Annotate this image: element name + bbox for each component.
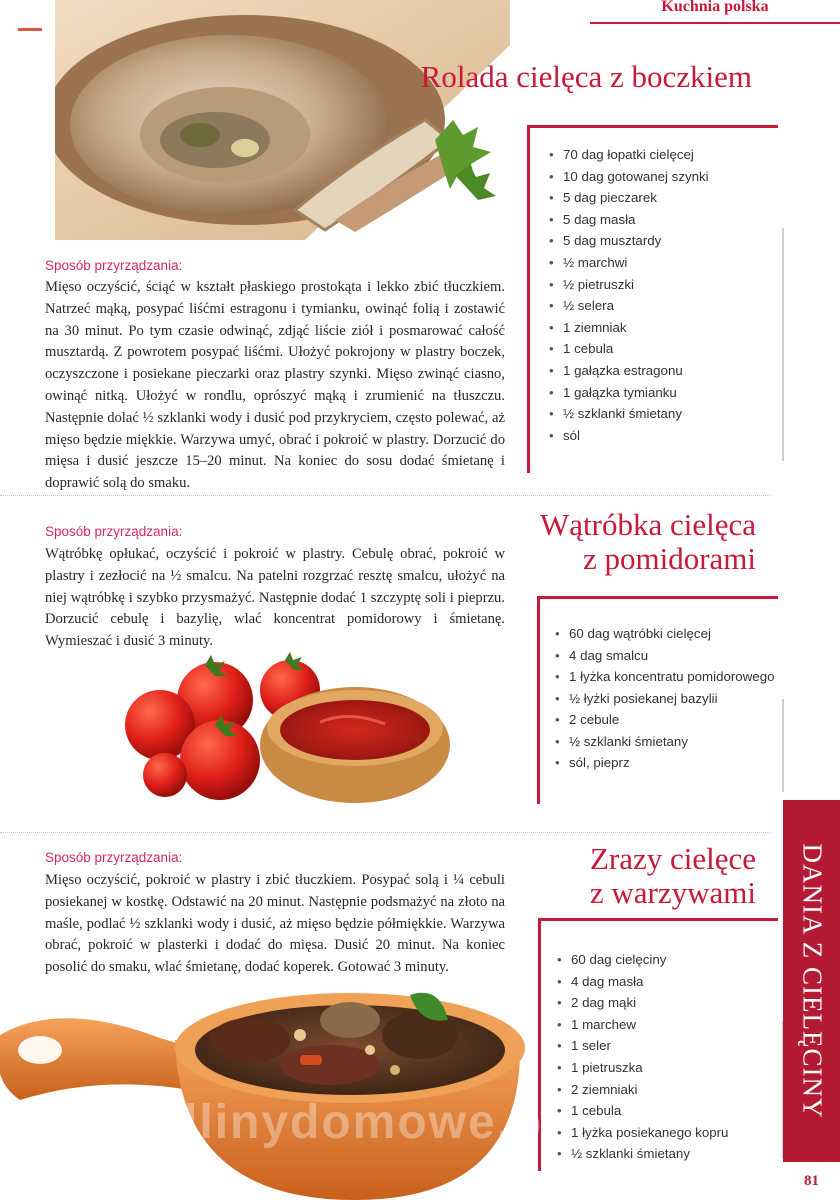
recipe-1-method-label: Sposób przyrządzania: xyxy=(45,258,183,273)
ingredient-item: • ½ marchwi xyxy=(549,252,774,274)
ingredient-item: • 60 dag cielęciny xyxy=(557,949,777,971)
ingredient-item: • 5 dag masła xyxy=(549,209,774,231)
ingredient-item: • ½ szklanki śmietany xyxy=(549,403,774,425)
recipe-3-ingredients-box xyxy=(538,918,778,1171)
ingredient-item: • 10 dag gotowanej szynki xyxy=(549,166,774,188)
recipe-divider xyxy=(0,832,770,833)
chapter-side-tab xyxy=(783,800,840,1162)
recipe-divider xyxy=(0,495,770,496)
ingredient-item: • 5 dag pieczarek xyxy=(549,187,774,209)
ingredient-item: • 1 gałązka estragonu xyxy=(549,360,774,382)
recipe-1-method-text: Mięso oczyścić, ściąć w kształt płaskiego prostokąta i lekko zbić tłuczkiem. Natrzeć mąką, posypać liśćmi estragonu i tymianku, owinąć folią i zostawić na 30 minut. Po tym czasie odwinąć, zdjąć liście ziół i posmarować całość musztardą. Z powrotem posypać liśćmi. Ułożyć pokrojony w plastry boczek, oczyszczone i posiekane pieczarki oraz plastry szynki. Mięso zwinąć ciasno, owinąć nitką. Ułożyć w rondlu, oprószyć mąką i zrumienić na tłuszczu. Następnie dolać ½ szklanki wody i dusić pod przykryciem, często polewać, aż mięso będzie miękkie. Warzywa umyć, obrać i pokroić w plastry. Dorzucić do mięsa i dusić jeszcze 15–20 minut. Na koniec do sosu dodać śmietanę i doprawić solą do smaku. xyxy=(45,279,505,492)
ingredient-item: • 5 dag musztardy xyxy=(549,230,774,252)
recipe-2-method-text: Wątróbkę opłukać, oczyścić i pokroić w plastry. Cebulę obrać, pokroić w plastry i zezłocić na ½ smalcu. Na patelni rozgrzać resztę smalcu, ułożyć na niej wątróbkę i szybko przysmażyć. Następnie dodać 1 szczyptę soli i pieprzu. Dorzucić cebulę i bazylię, wlać koncentrat pomidorowy i śmietanę. Wymieszać i dusić 3 minuty. xyxy=(45,546,505,650)
chapter-side-label: DANIA Z CIELĘCINY xyxy=(797,843,827,1119)
watermark: wedlinydomowe.pl xyxy=(100,1096,559,1149)
recipe-3-title-line1: Zrazy cielęce xyxy=(589,841,756,876)
ingredient-item: • 1 ziemniak xyxy=(549,317,774,339)
ingredient-item: • 1 seler xyxy=(557,1035,777,1057)
ingredient-item: • 1 pietruszka xyxy=(557,1057,777,1079)
ingredient-item: • ½ szklanki śmietany xyxy=(555,733,775,752)
section-header: Kuchnia polska xyxy=(590,0,840,24)
recipe-2-title-line2: z pomidorami xyxy=(582,541,756,576)
ingredient-item: • 4 dag masła xyxy=(557,971,777,993)
recipe-1-ingredients-box xyxy=(527,125,778,473)
page-number: 81 xyxy=(783,1162,840,1200)
ingredient-item: • 4 dag smalcu xyxy=(555,647,775,666)
ingredient-item: • 60 dag wątróbki cielęcej xyxy=(555,625,775,644)
tomatoes-photo xyxy=(120,650,460,810)
recipe-3-method-label: Sposób przyrządzania: xyxy=(45,850,183,865)
recipe-2-ingredients-list xyxy=(555,625,775,776)
ingredient-item: • 1 cebula xyxy=(557,1100,777,1122)
recipe-3-title-line2: z warzywami xyxy=(589,875,756,910)
recipe-3-ingredients-list xyxy=(557,949,777,1165)
ingredient-item: • ½ szklanki śmietany xyxy=(557,1143,777,1165)
recipe-1-title: Rolada cielęca z boczkiem xyxy=(420,59,752,94)
recipe-2-title-line1: Wątróbka cielęca xyxy=(540,507,756,542)
recipe-1-ingredients-list xyxy=(549,144,774,446)
ingredient-item: • 2 cebule xyxy=(555,711,775,730)
ingredient-item: • 1 marchew xyxy=(557,1014,777,1036)
veal-roulade-photo xyxy=(55,0,510,240)
veal-stew-photo xyxy=(0,980,530,1200)
recipe-2-method-label: Sposób przyrządzania: xyxy=(45,524,183,539)
corner-accent xyxy=(18,28,42,31)
ingredient-item: • 70 dag łopatki cielęcej xyxy=(549,144,774,166)
ingredient-item: • 1 łyżka koncentratu pomidorowego xyxy=(555,668,775,687)
ingredient-item: • 1 cebula xyxy=(549,338,774,360)
recipe-2-ingredients-box xyxy=(537,596,778,804)
ingredient-item: • 1 gałązka tymianku xyxy=(549,382,774,404)
ingredient-item: • sól, pieprz xyxy=(555,754,775,773)
ingredient-item: • sól xyxy=(549,425,774,447)
ingredient-item: • ½ pietruszki xyxy=(549,274,774,296)
ingredient-item: • ½ selera xyxy=(549,295,774,317)
ingredient-item: • 1 łyżka posiekanego kopru xyxy=(557,1122,777,1144)
ingredient-item: • 2 dag mąki xyxy=(557,992,777,1014)
ingredient-item: • 2 ziemniaki xyxy=(557,1079,777,1101)
recipe-3-method-text: Mięso oczyścić, pokroić w plastry i zbić tłuczkiem. Posypać solą i ¼ cebuli posiekanej w kostkę. Odstawić na 20 minut. Następnie podsmażyć na złoto na maśle, podlać ½ szklanki wody i dusić, aż mięso będzie półmiękkie. Warzywa obrać, pokroić w plasterki i dodać do mięsa. Dusić 20 minut. Na koniec posolić do smaku, wlać śmietanę, dodać koperek. Gotować 3 minuty. xyxy=(45,872,505,976)
ingredient-item: • ½ łyżki posiekanej bazylii xyxy=(555,690,775,709)
